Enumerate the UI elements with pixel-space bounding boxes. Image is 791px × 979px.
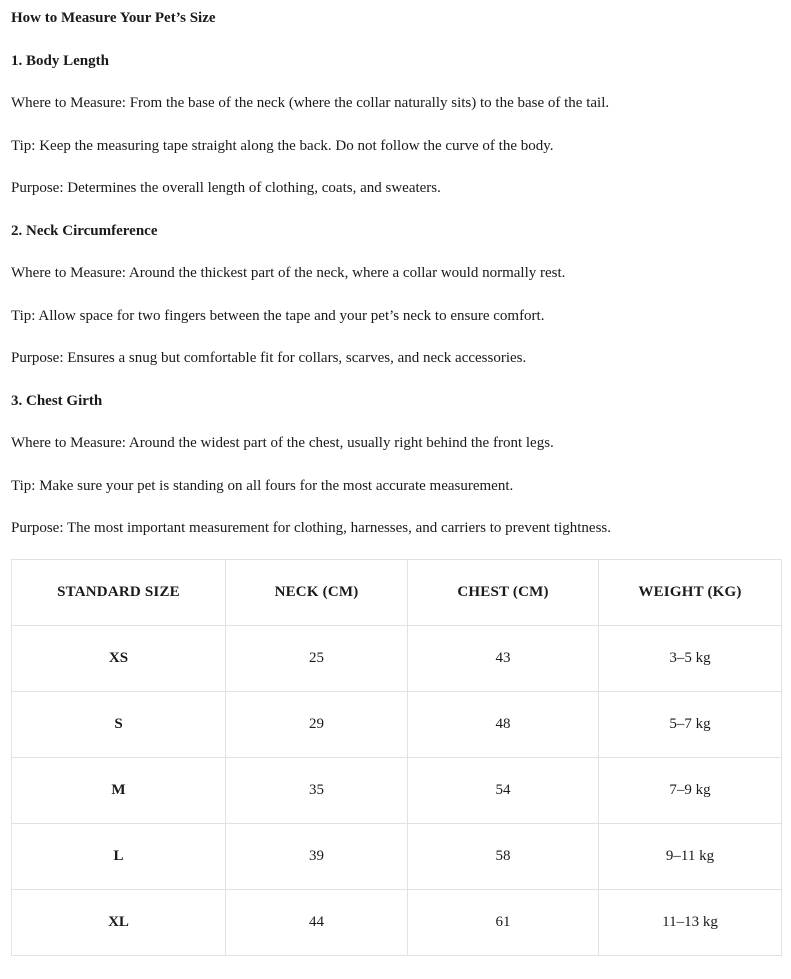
chest-where: Where to Measure: Around the widest part of the chest, usually right behind the front legs. (11, 435, 554, 451)
table-row (12, 692, 782, 758)
neck-where: Where to Measure: Around the thickest part of the neck, where a collar would normally rest. (11, 265, 566, 281)
neck-cell: 39 (226, 824, 408, 890)
body-length-purpose: Purpose: Determines the overall length of clothing, coats, and sweaters. (11, 180, 441, 196)
neck-cell: 44 (226, 890, 408, 956)
header-neck: NECK (CM) (226, 560, 408, 626)
page-title: How to Measure Your Pet’s Size (11, 10, 216, 26)
weight-cell: 11–13 kg (599, 890, 782, 956)
size-chart-table (11, 559, 782, 956)
chest-cell: 48 (408, 692, 599, 758)
weight-cell: 5–7 kg (599, 692, 782, 758)
section-heading-chest: 3. Chest Girth (11, 393, 103, 409)
body-length-where: Where to Measure: From the base of the neck (where the collar naturally sits) to the base of the tail. (11, 95, 610, 111)
table-row (12, 758, 782, 824)
weight-cell: 3–5 kg (599, 626, 782, 692)
neck-cell: 29 (226, 692, 408, 758)
chest-purpose: Purpose: The most important measurement for clothing, harnesses, and carriers to prevent tightness. (11, 520, 611, 536)
table-row (12, 824, 782, 890)
size-cell: XL (12, 890, 226, 956)
neck-cell: 25 (226, 626, 408, 692)
header-standard-size: STANDARD SIZE (12, 560, 226, 626)
weight-cell: 7–9 kg (599, 758, 782, 824)
chest-cell: 61 (408, 890, 599, 956)
chest-cell: 43 (408, 626, 599, 692)
section-heading-neck: 2. Neck Circumference (11, 223, 158, 239)
chest-cell: 54 (408, 758, 599, 824)
header-weight: WEIGHT (KG) (599, 560, 782, 626)
header-chest: CHEST (CM) (408, 560, 599, 626)
neck-tip: Tip: Allow space for two fingers between the tape and your pet’s neck to ensure comfort. (11, 308, 545, 324)
size-cell: S (12, 692, 226, 758)
table-row (12, 626, 782, 692)
neck-cell: 35 (226, 758, 408, 824)
size-cell: XS (12, 626, 226, 692)
chest-tip: Tip: Make sure your pet is standing on all fours for the most accurate measurement. (11, 478, 514, 494)
table-row (12, 890, 782, 956)
neck-purpose: Purpose: Ensures a snug but comfortable fit for collars, scarves, and neck accessories. (11, 350, 527, 366)
section-heading-body-length: 1. Body Length (11, 53, 109, 69)
size-cell: M (12, 758, 226, 824)
chest-cell: 58 (408, 824, 599, 890)
weight-cell: 9–11 kg (599, 824, 782, 890)
size-cell: L (12, 824, 226, 890)
table-header-row (12, 560, 782, 626)
body-length-tip: Tip: Keep the measuring tape straight along the back. Do not follow the curve of the body. (11, 138, 554, 154)
